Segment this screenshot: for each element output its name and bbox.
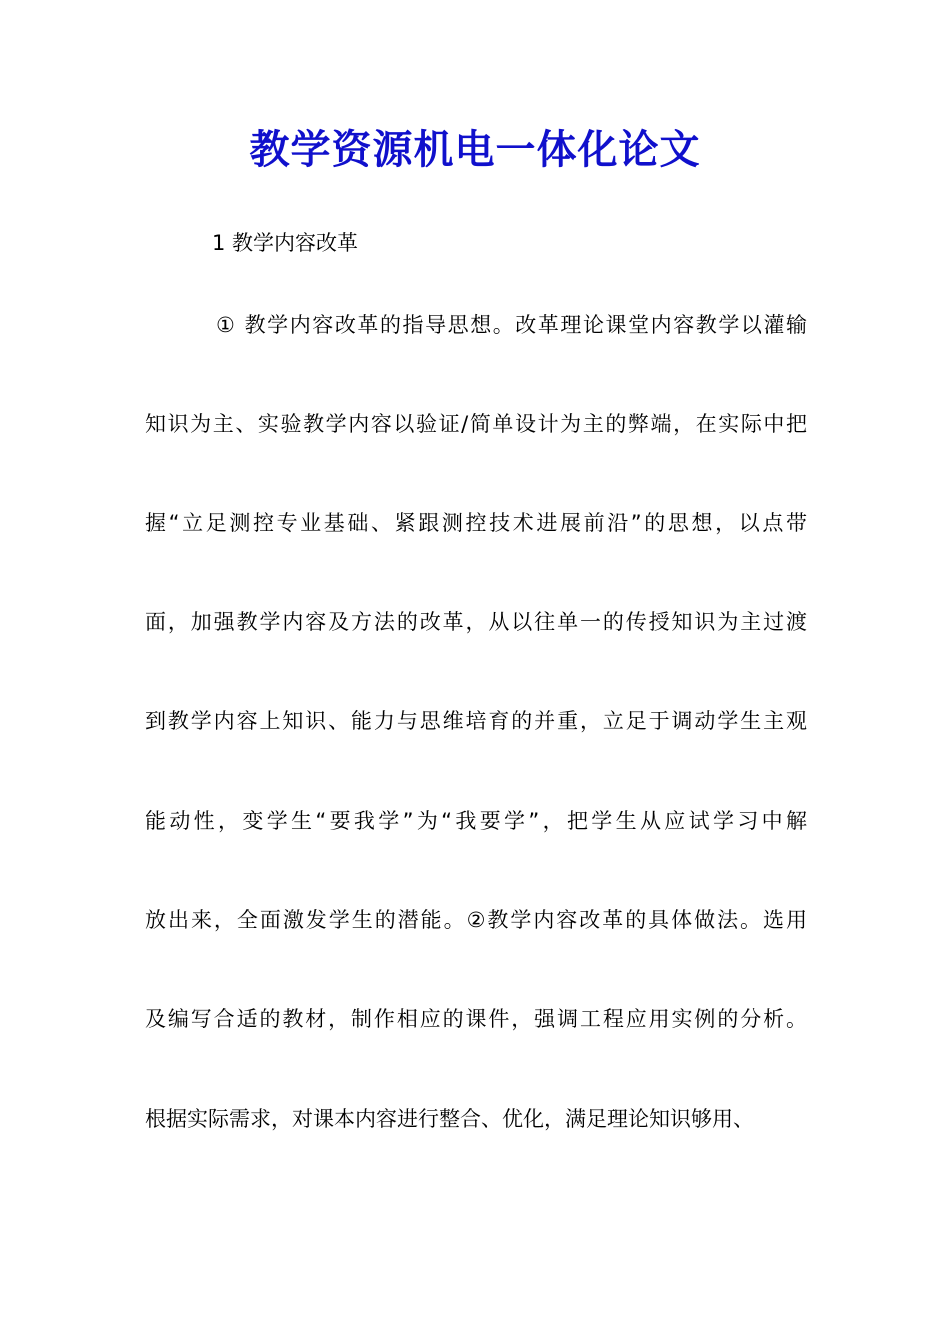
paragraph-line: 握“立足测控专业基础、紧跟测控技术进展前沿”的思想，以点带 <box>145 511 807 535</box>
paragraph-line: 面，加强教学内容及方法的改革，从以往单一的传授知识为主过渡 <box>145 610 807 634</box>
paragraph-line: 放出来，全面激发学生的潜能。②教学内容改革的具体做法。选用 <box>145 908 807 932</box>
section-heading: 1 教学内容改革 <box>212 231 359 255</box>
document-title: 教学资源机电一体化论文 <box>249 126 701 173</box>
paragraph-line: 根据实际需求，对课本内容进行整合、优化，满足理论知识够用、 <box>145 1107 754 1131</box>
paragraph-line: 能动性，变学生“要我学”为“我要学”，把学生从应试学习中解 <box>145 809 807 833</box>
paragraph-line: ① 教学内容改革的指导思想。改革理论课堂内容教学以灌输 <box>216 313 807 337</box>
paragraph-line: 知识为主、实验教学内容以验证/简单设计为主的弊端，在实际中把 <box>145 412 807 436</box>
paragraph-line: 及编写合适的教材，制作相应的课件，强调工程应用实例的分析。 <box>145 1007 807 1031</box>
paragraph-line: 到教学内容上知识、能力与思维培育的并重，立足于调动学生主观 <box>145 709 807 733</box>
